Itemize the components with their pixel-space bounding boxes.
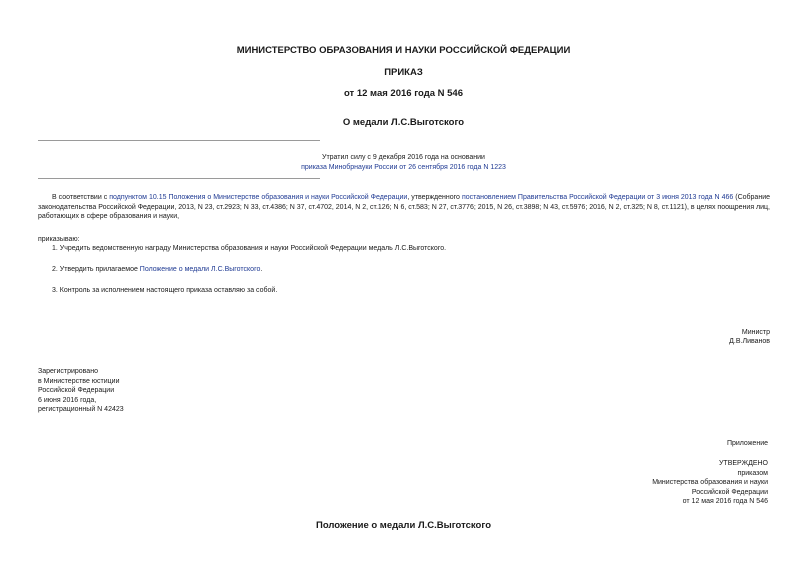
divider-bottom [38, 178, 320, 179]
order-item-3: 3. Контроль за исполнением настоящего приказа оставляю за собой. [52, 287, 278, 294]
signature-title: Министр [741, 329, 770, 336]
order-item-2-end: . [260, 266, 263, 273]
regulation-appendix-link[interactable]: Положение о медали Л.С.Выготского [139, 266, 261, 273]
appendix-label: Приложение [726, 440, 768, 447]
approval-line: Министерства образования и науки [652, 479, 768, 486]
registration-line: 6 июня 2016 года, [38, 396, 97, 404]
signature-name: Д.В.Ливанов [729, 338, 770, 345]
order-item-1: 1. Учредить ведомственную награду Министерства образования и науки Российской Федерации медаль Л.С.Выготского. [52, 245, 447, 252]
appendix-approval [500, 459, 768, 507]
order-word: ПРИКАЗ [384, 67, 423, 78]
order-item-2 [52, 265, 262, 275]
preamble-text-1: В соответствии с [52, 194, 110, 201]
approval-line: Российской Федерации [691, 488, 768, 496]
order-date: от 12 мая 2016 года N 546 [343, 88, 464, 99]
regulation-link[interactable]: подпунктом 10.15 Положения о Министерстве образования и науки Российской Федерации [109, 194, 408, 201]
revocation-link[interactable]: приказа Минобрнауки России от 26 сентября 2016 года N 1223 [301, 164, 506, 171]
divider-top [38, 140, 320, 141]
registration-line: Российской Федерации [38, 387, 115, 394]
order-item-2-text: 2. Утвердить прилагаемое [52, 266, 140, 273]
registration-line: в Министерстве юстиции [38, 377, 120, 385]
registration-line: регистрационный N 42423 [38, 406, 124, 413]
ministry-heading: МИНИСТЕРСТВО ОБРАЗОВАНИЯ И НАУКИ РОССИЙСКОЙ ФЕДЕРАЦИИ [236, 45, 571, 56]
registration-line: Зарегистрировано [38, 368, 98, 375]
preamble-text-3: (Собрание законодательства Российской Федерации, 2013, N 23, ст.2923; N 33, ст.4386; N 37, ст.4702, 2014, N 2, ст.126; N 6, ст.583; N 27, ст.3776; 2015, N 26, ст.3898; N 43, ст.5976; 2016, N 2, ст.325; N 8, ст.1121), в целях поощрения лиц, работающих в сфере образования и науки, [38, 194, 770, 220]
order-subject: О медали Л.С.Выготского [342, 117, 465, 128]
government-decree-link[interactable]: постановлением Правительства Российской Федерации от 3 июня 2013 года N 466 [461, 194, 734, 201]
approval-line: от 12 мая 2016 года N 546 [682, 498, 768, 505]
order-lead: приказываю: [38, 236, 80, 243]
preamble-text-2: , утвержденного [407, 194, 462, 201]
registration-block [38, 367, 124, 415]
approval-line: УТВЕРЖДЕНО [718, 460, 768, 467]
revocation-block [0, 163, 807, 173]
regulation-title: Положение о медали Л.С.Выготского [315, 520, 491, 531]
preamble-paragraph [38, 193, 770, 222]
approval-line: приказом [737, 469, 768, 477]
revocation-note: Утратил силу с 9 декабря 2016 года на основании [322, 154, 485, 161]
